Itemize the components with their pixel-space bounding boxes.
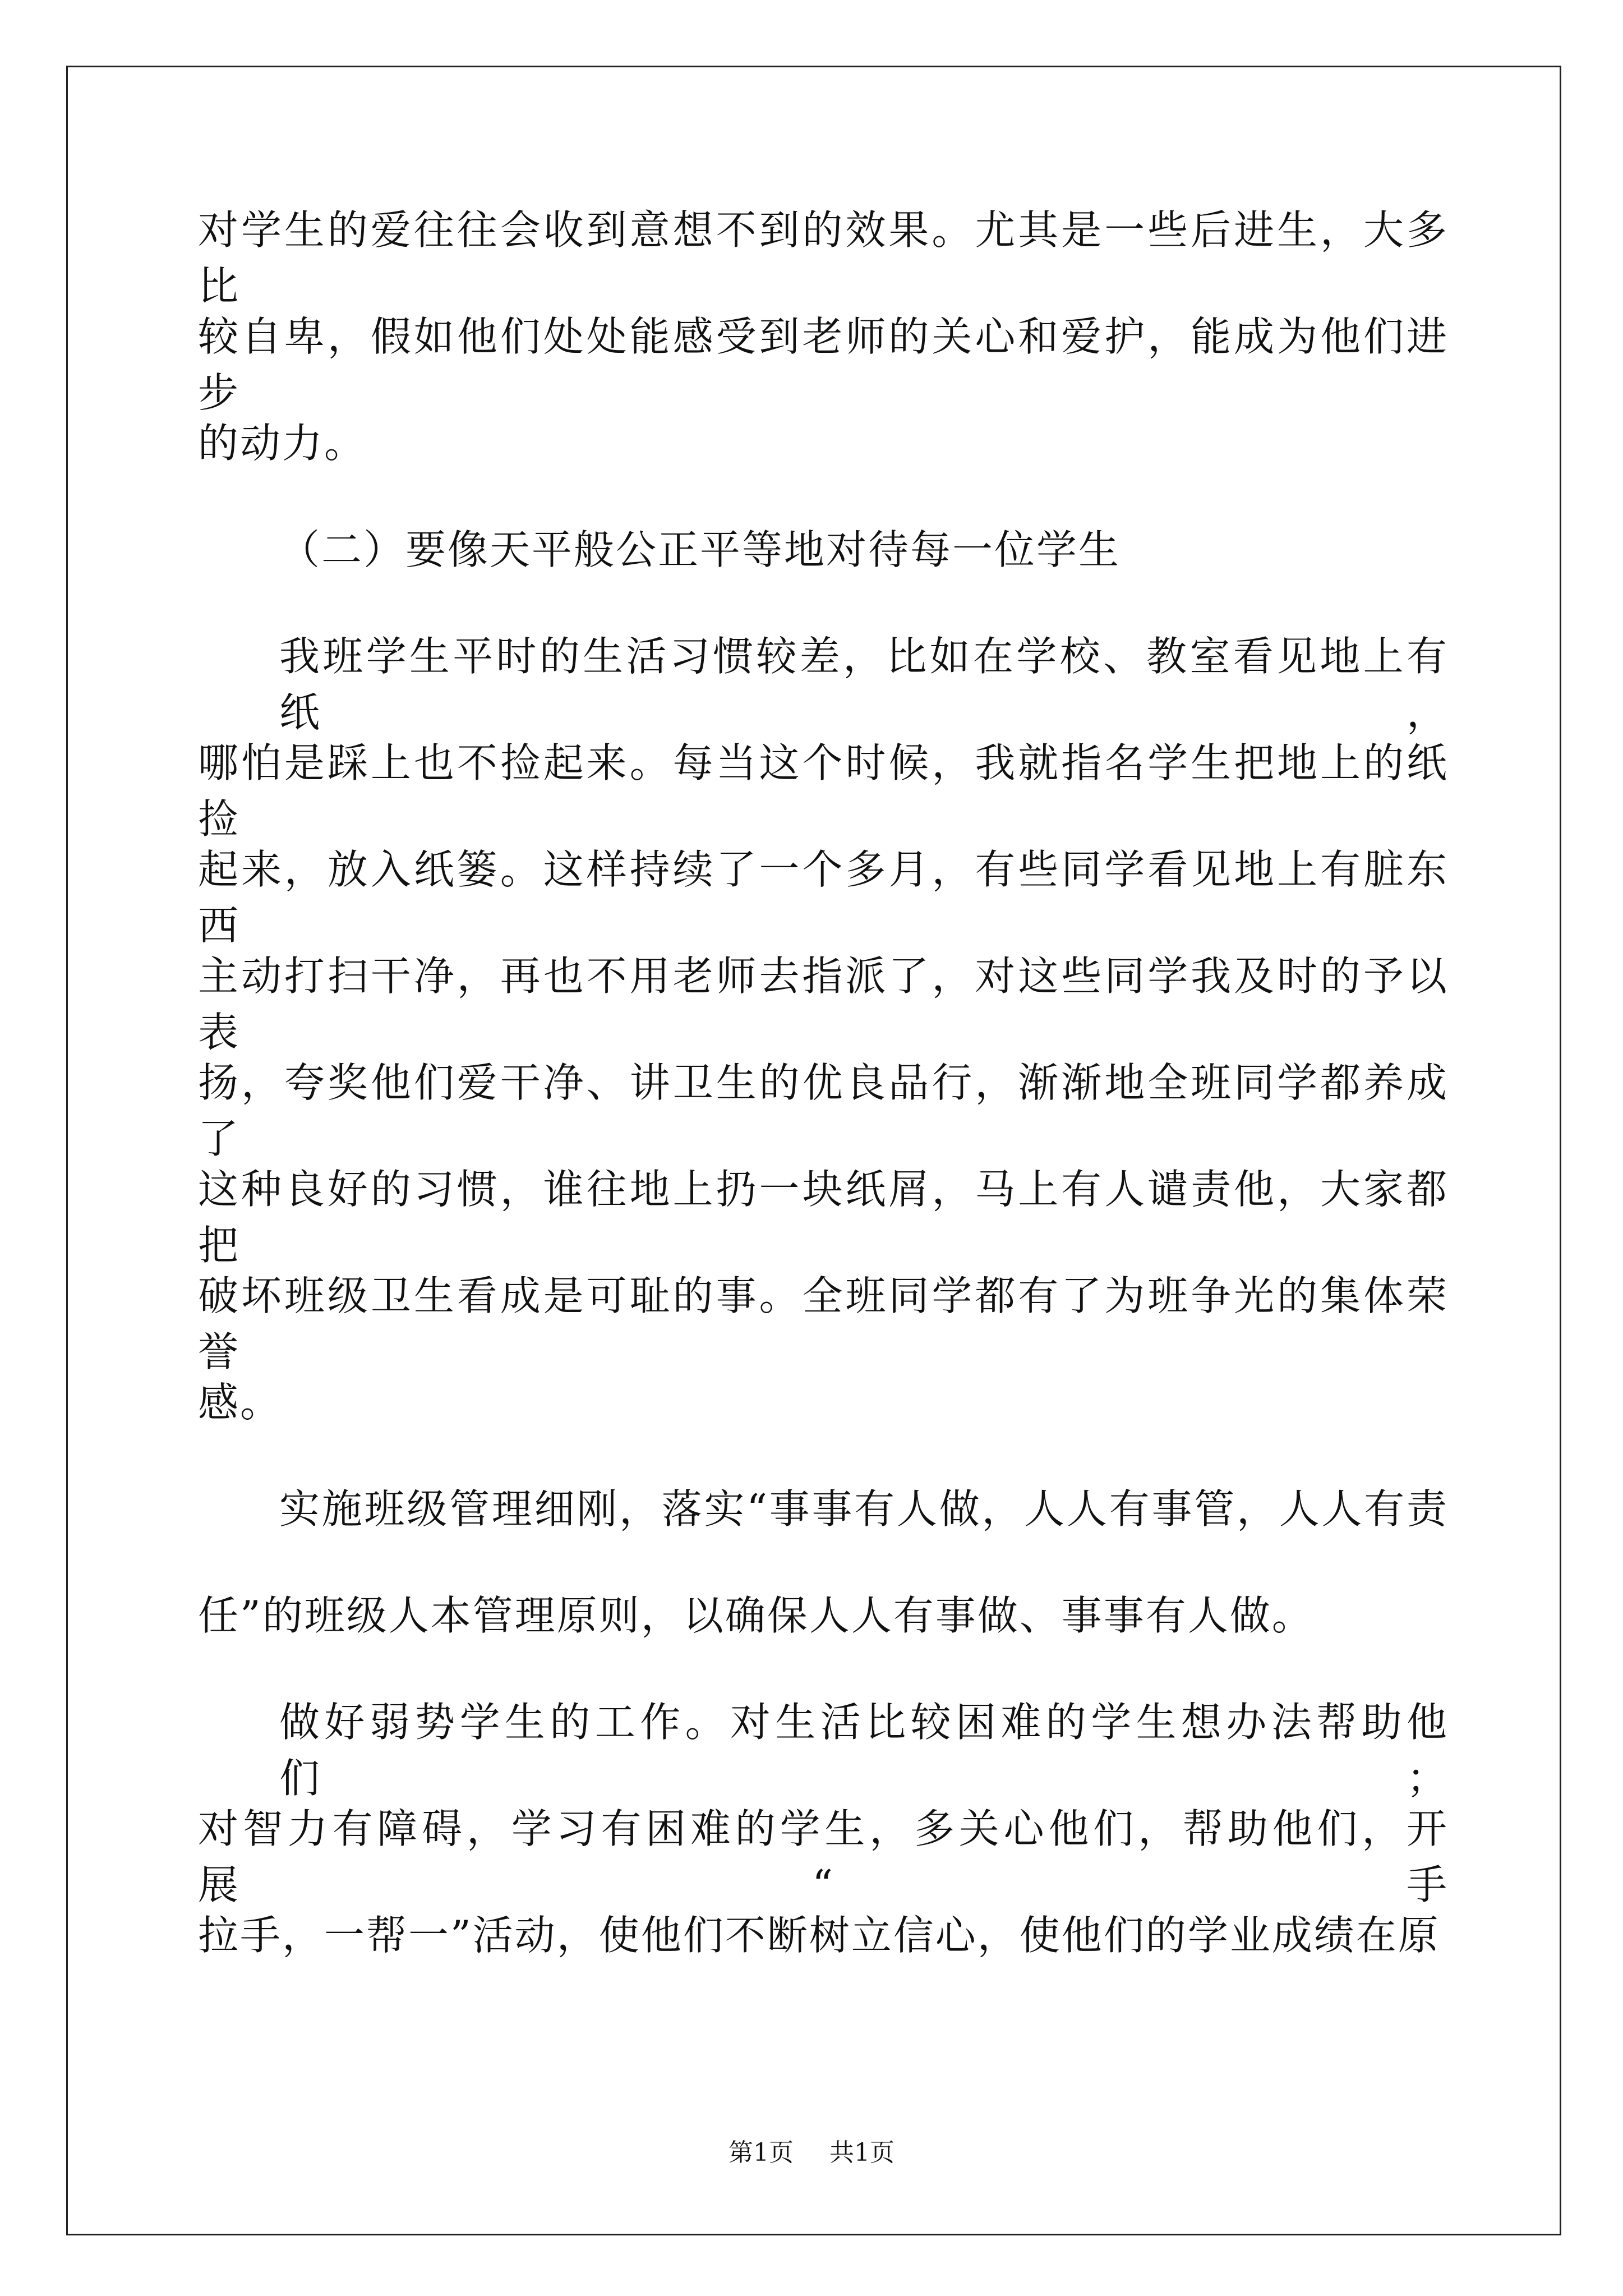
text-line: 做好弱势学生的工作。对生活比较困难的学生想办法帮助他们； <box>279 1699 1449 1802</box>
text-line: 感。 <box>198 1379 283 1426</box>
page-total: 共1页 <box>829 2138 895 2167</box>
text-line: 扬，夸奖他们爱干净、讲卫生的优良品行，渐渐地全班同学都养成了 <box>198 1059 1449 1162</box>
text-line: 实施班级管理细刚，落实“事事有人做，人人有事管，人人有责 <box>279 1485 1449 1533</box>
text-line: （二）要像天平般公正平等地对待每一位学生 <box>279 526 1121 573</box>
text-line: 我班学生平时的生活习惯较差，比如在学校、教室看见地上有纸， <box>279 633 1449 736</box>
text-line: 对智力有障碍，学习有困难的学生，多关心他们，帮助他们，开展“手 <box>198 1805 1449 1908</box>
text-line: 拉手，一帮一”活动，使他们不断树立信心，使他们的学业成绩在原 <box>198 1912 1440 1959</box>
text-line: 的动力。 <box>198 420 367 467</box>
text-line: 对学生的爱往往会收到意想不到的效果。尤其是一些后进生，大多比 <box>198 206 1449 310</box>
text-line: 这种良好的习惯，谁往地上扔一块纸屑，马上有人谴责他，大家都把 <box>198 1166 1449 1269</box>
text-line: 起来，放入纸篓。这样持续了一个多月，有些同学看见地上有脏东西 <box>198 846 1449 949</box>
text-line: 破坏班级卫生看成是可耻的事。全班同学都有了为班争光的集体荣誉 <box>198 1272 1449 1375</box>
text-line: 任”的班级人本管理原则，以确保人人有事做、事事有人做。 <box>198 1592 1314 1639</box>
text-line: 哪怕是踩上也不捡起来。每当这个时候，我就指名学生把地上的纸捡 <box>198 739 1449 843</box>
page-number: 第1页 <box>728 2138 794 2167</box>
page-footer <box>0 2136 1623 2170</box>
text-line: 较自卑，假如他们处处能感受到老师的关心和爱护，能成为他们进步 <box>198 313 1449 416</box>
text-line: 主动打扫干净，再也不用老师去指派了，对这些同学我及时的予以表 <box>198 953 1449 1056</box>
